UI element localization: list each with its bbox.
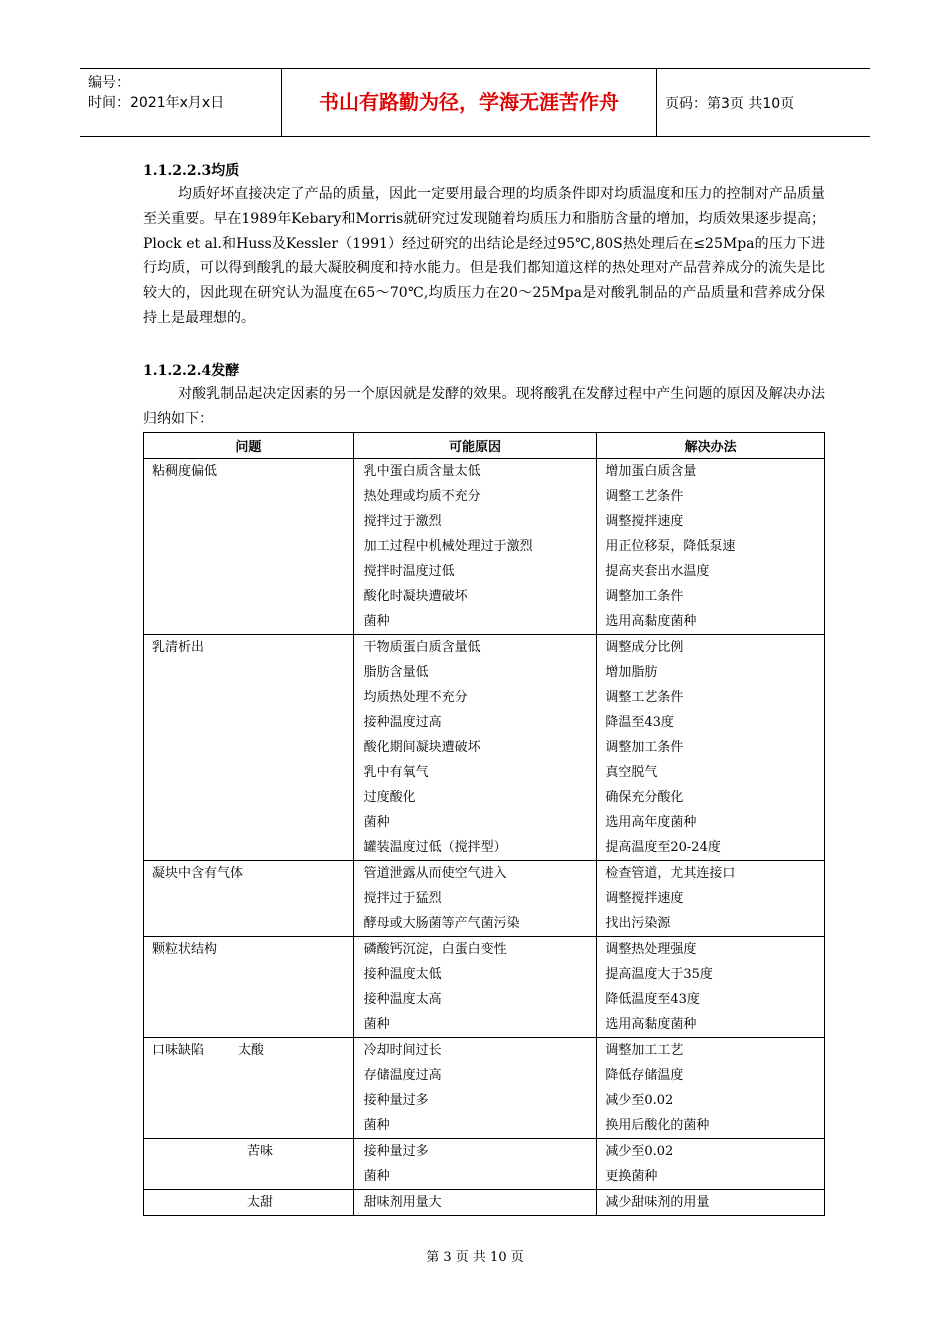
problem-cell (144, 459, 354, 635)
header-divider-right (656, 69, 657, 136)
cause-item: 酸化时凝块遭破坏 (363, 589, 468, 604)
sub-problem-label: 太甜 (247, 1195, 274, 1210)
header-motto: 书山有路勤为径，学海无涯苦作舟 (319, 90, 619, 114)
page-footer: 第 3 页 共 10 页 (426, 1250, 524, 1265)
cause-item: 菌种 (363, 1118, 390, 1133)
solution-cell (597, 635, 825, 861)
cause-item: 存储温度过高 (363, 1068, 442, 1083)
table-row (144, 459, 825, 635)
problem-cell (144, 937, 354, 1038)
section-homogenization (143, 160, 825, 331)
cause-item: 接种温度过高 (363, 715, 442, 730)
solution-item: 选用高黏度菌种 (605, 1017, 697, 1032)
solution-item: 真空脱气 (605, 765, 658, 780)
cause-item: 甜味剂用量大 (363, 1195, 442, 1210)
solution-item: 增加蛋白质含量 (605, 464, 697, 479)
cause-item: 乳中有氧气 (363, 765, 429, 780)
solution-item: 调整工艺条件 (605, 690, 684, 705)
cause-item: 接种量过多 (363, 1093, 429, 1108)
solution-item: 增加脂肪 (605, 665, 658, 680)
cause-item: 酵母或大肠菌等产气菌污染 (363, 916, 520, 931)
solution-item: 调整加工工艺 (605, 1043, 684, 1058)
cause-cell (353, 1190, 597, 1216)
heading-homogenization: 1.1.2.2.3均质 (143, 163, 240, 179)
cause-item: 接种温度太高 (363, 992, 442, 1007)
solution-item: 减少至0.02 (605, 1093, 674, 1108)
cause-item: 热处理或均质不充分 (363, 489, 481, 504)
cause-item: 冷却时间过长 (363, 1043, 442, 1058)
solution-item: 调整成分比例 (605, 640, 684, 655)
problem-label: 凝块中含有气体 (152, 866, 244, 881)
table-row (144, 937, 825, 1038)
solution-item: 减少至0.02 (605, 1144, 674, 1159)
problem-cell (144, 635, 354, 861)
cause-item: 搅拌过于激烈 (363, 514, 442, 529)
problem-label: 颗粒状结构 (152, 942, 218, 957)
solution-item: 调整热处理强度 (605, 942, 697, 957)
cause-cell (353, 1139, 597, 1190)
sub-problem-label: 苦味 (247, 1144, 274, 1159)
cause-item: 菌种 (363, 815, 390, 830)
paragraph-homogenization: 均质好坏直接决定了产品的质量，因此一定要用最合理的均质条件即对均质温度和压力的控制对产品质量至关重要。早在1989年Kebary和Morris就研究过发现随着均质压力和脂肪含量的增加，均质效果逐步提高；Plock et al.和Huss及Kessler（1991）经过研究的出结论是经过95℃,80S热处理后在≤25Mpa的压力下进行均质，可以得到酸乳的最大凝胶稠度和持水能力。但是我们都知道这样的热处理对产品营养成分的流失是比较大的，因此现在研究认为温度在65～70℃,均质压力在20～25Mpa是对酸乳制品的产品质量和营养成分保持上是最理想的。 (143, 186, 825, 326)
cause-cell (353, 459, 597, 635)
table-row (144, 861, 825, 937)
solution-cell (597, 1139, 825, 1190)
cause-item: 加工过程中机械处理过于激烈 (363, 539, 533, 554)
solution-item: 提高温度大于35度 (605, 967, 713, 982)
problem-label: 粘稠度偏低 (152, 464, 218, 479)
cause-cell (353, 861, 597, 937)
cause-cell (353, 937, 597, 1038)
solution-item: 更换菌种 (605, 1169, 658, 1184)
cause-item: 搅拌时温度过低 (363, 564, 455, 579)
solution-cell (597, 1190, 825, 1216)
solution-item: 调整加工条件 (605, 740, 684, 755)
solution-cell (597, 459, 825, 635)
cause-item: 菌种 (363, 1017, 390, 1032)
solution-item: 降温至43度 (605, 715, 674, 730)
cause-item: 接种量过多 (363, 1144, 429, 1159)
fermentation-problems-table (143, 432, 825, 1216)
cause-item: 接种温度太低 (363, 967, 442, 982)
cause-item: 磷酸钙沉淀，白蛋白变性 (363, 942, 507, 957)
solution-item: 用正位移泵，降低泵速 (605, 539, 736, 554)
solution-item: 确保充分酸化 (605, 790, 684, 805)
header-problem: 问题 (144, 433, 354, 459)
cause-item: 脂肪含量低 (363, 665, 429, 680)
solution-item: 调整工艺条件 (605, 489, 684, 504)
cause-item: 搅拌过于猛烈 (363, 891, 442, 906)
solution-item: 选用高年度菌种 (605, 815, 697, 830)
cause-item: 干物质蛋白质含量低 (363, 640, 481, 655)
heading-fermentation: 1.1.2.2.4发酵 (143, 363, 240, 379)
page-header (80, 68, 870, 137)
cause-item: 管道泄露从而使空气进入 (363, 866, 507, 881)
sub-problem-label: 太酸 (238, 1043, 265, 1058)
header-number: 编号： (88, 75, 130, 91)
solution-cell (597, 937, 825, 1038)
cause-item: 均质热处理不充分 (363, 690, 468, 705)
solution-item: 降低存储温度 (605, 1068, 684, 1083)
paragraph-fermentation: 对酸乳制品起决定因素的另一个原因就是发酵的效果。现将酸乳在发酵过程中产生问题的原因及解决办法归纳如下： (143, 386, 825, 427)
header-time: 时间：2021年x月x日 (88, 95, 225, 111)
solution-item: 减少甜味剂的用量 (605, 1195, 710, 1210)
section-fermentation (143, 360, 825, 432)
problem-cell (144, 861, 354, 937)
header-cause: 可能原因 (353, 433, 597, 459)
table-row (144, 1190, 825, 1216)
solution-item: 检查管道，尤其连接口 (605, 866, 736, 881)
solution-item: 调整搅拌速度 (605, 514, 684, 529)
solution-item: 降低温度至43度 (605, 992, 700, 1007)
cause-item: 过度酸化 (363, 790, 416, 805)
solution-item: 提高温度至20-24度 (605, 840, 721, 855)
problem-cell (144, 1038, 354, 1139)
cause-cell (353, 635, 597, 861)
solution-item: 调整加工条件 (605, 589, 684, 604)
table-row (144, 1139, 825, 1190)
solution-cell (597, 1038, 825, 1139)
cause-item: 酸化期间凝块遭破坏 (363, 740, 481, 755)
cause-item: 菌种 (363, 614, 390, 629)
cause-item: 罐装温度过低（搅拌型） (363, 840, 507, 855)
problem-cell (144, 1190, 354, 1216)
header-solution: 解决办法 (597, 433, 825, 459)
solution-item: 换用后酸化的菌种 (605, 1118, 710, 1133)
problem-label: 乳清析出 (152, 640, 205, 655)
cause-item: 乳中蛋白质含量太低 (363, 464, 481, 479)
solution-item: 调整搅拌速度 (605, 891, 684, 906)
table-row (144, 635, 825, 861)
cause-item: 菌种 (363, 1169, 390, 1184)
solution-item: 找出污染源 (605, 916, 671, 931)
cause-cell (353, 1038, 597, 1139)
solution-cell (597, 861, 825, 937)
problem-label: 口味缺陷 (152, 1043, 205, 1058)
solution-item: 提高夹套出水温度 (605, 564, 710, 579)
header-meta (88, 73, 224, 113)
table-row (144, 1038, 825, 1139)
solution-item: 选用高黏度菌种 (605, 614, 697, 629)
header-page: 页码：第3页 共10页 (665, 96, 795, 112)
problem-cell (144, 1139, 354, 1190)
table-header-row (144, 433, 825, 459)
